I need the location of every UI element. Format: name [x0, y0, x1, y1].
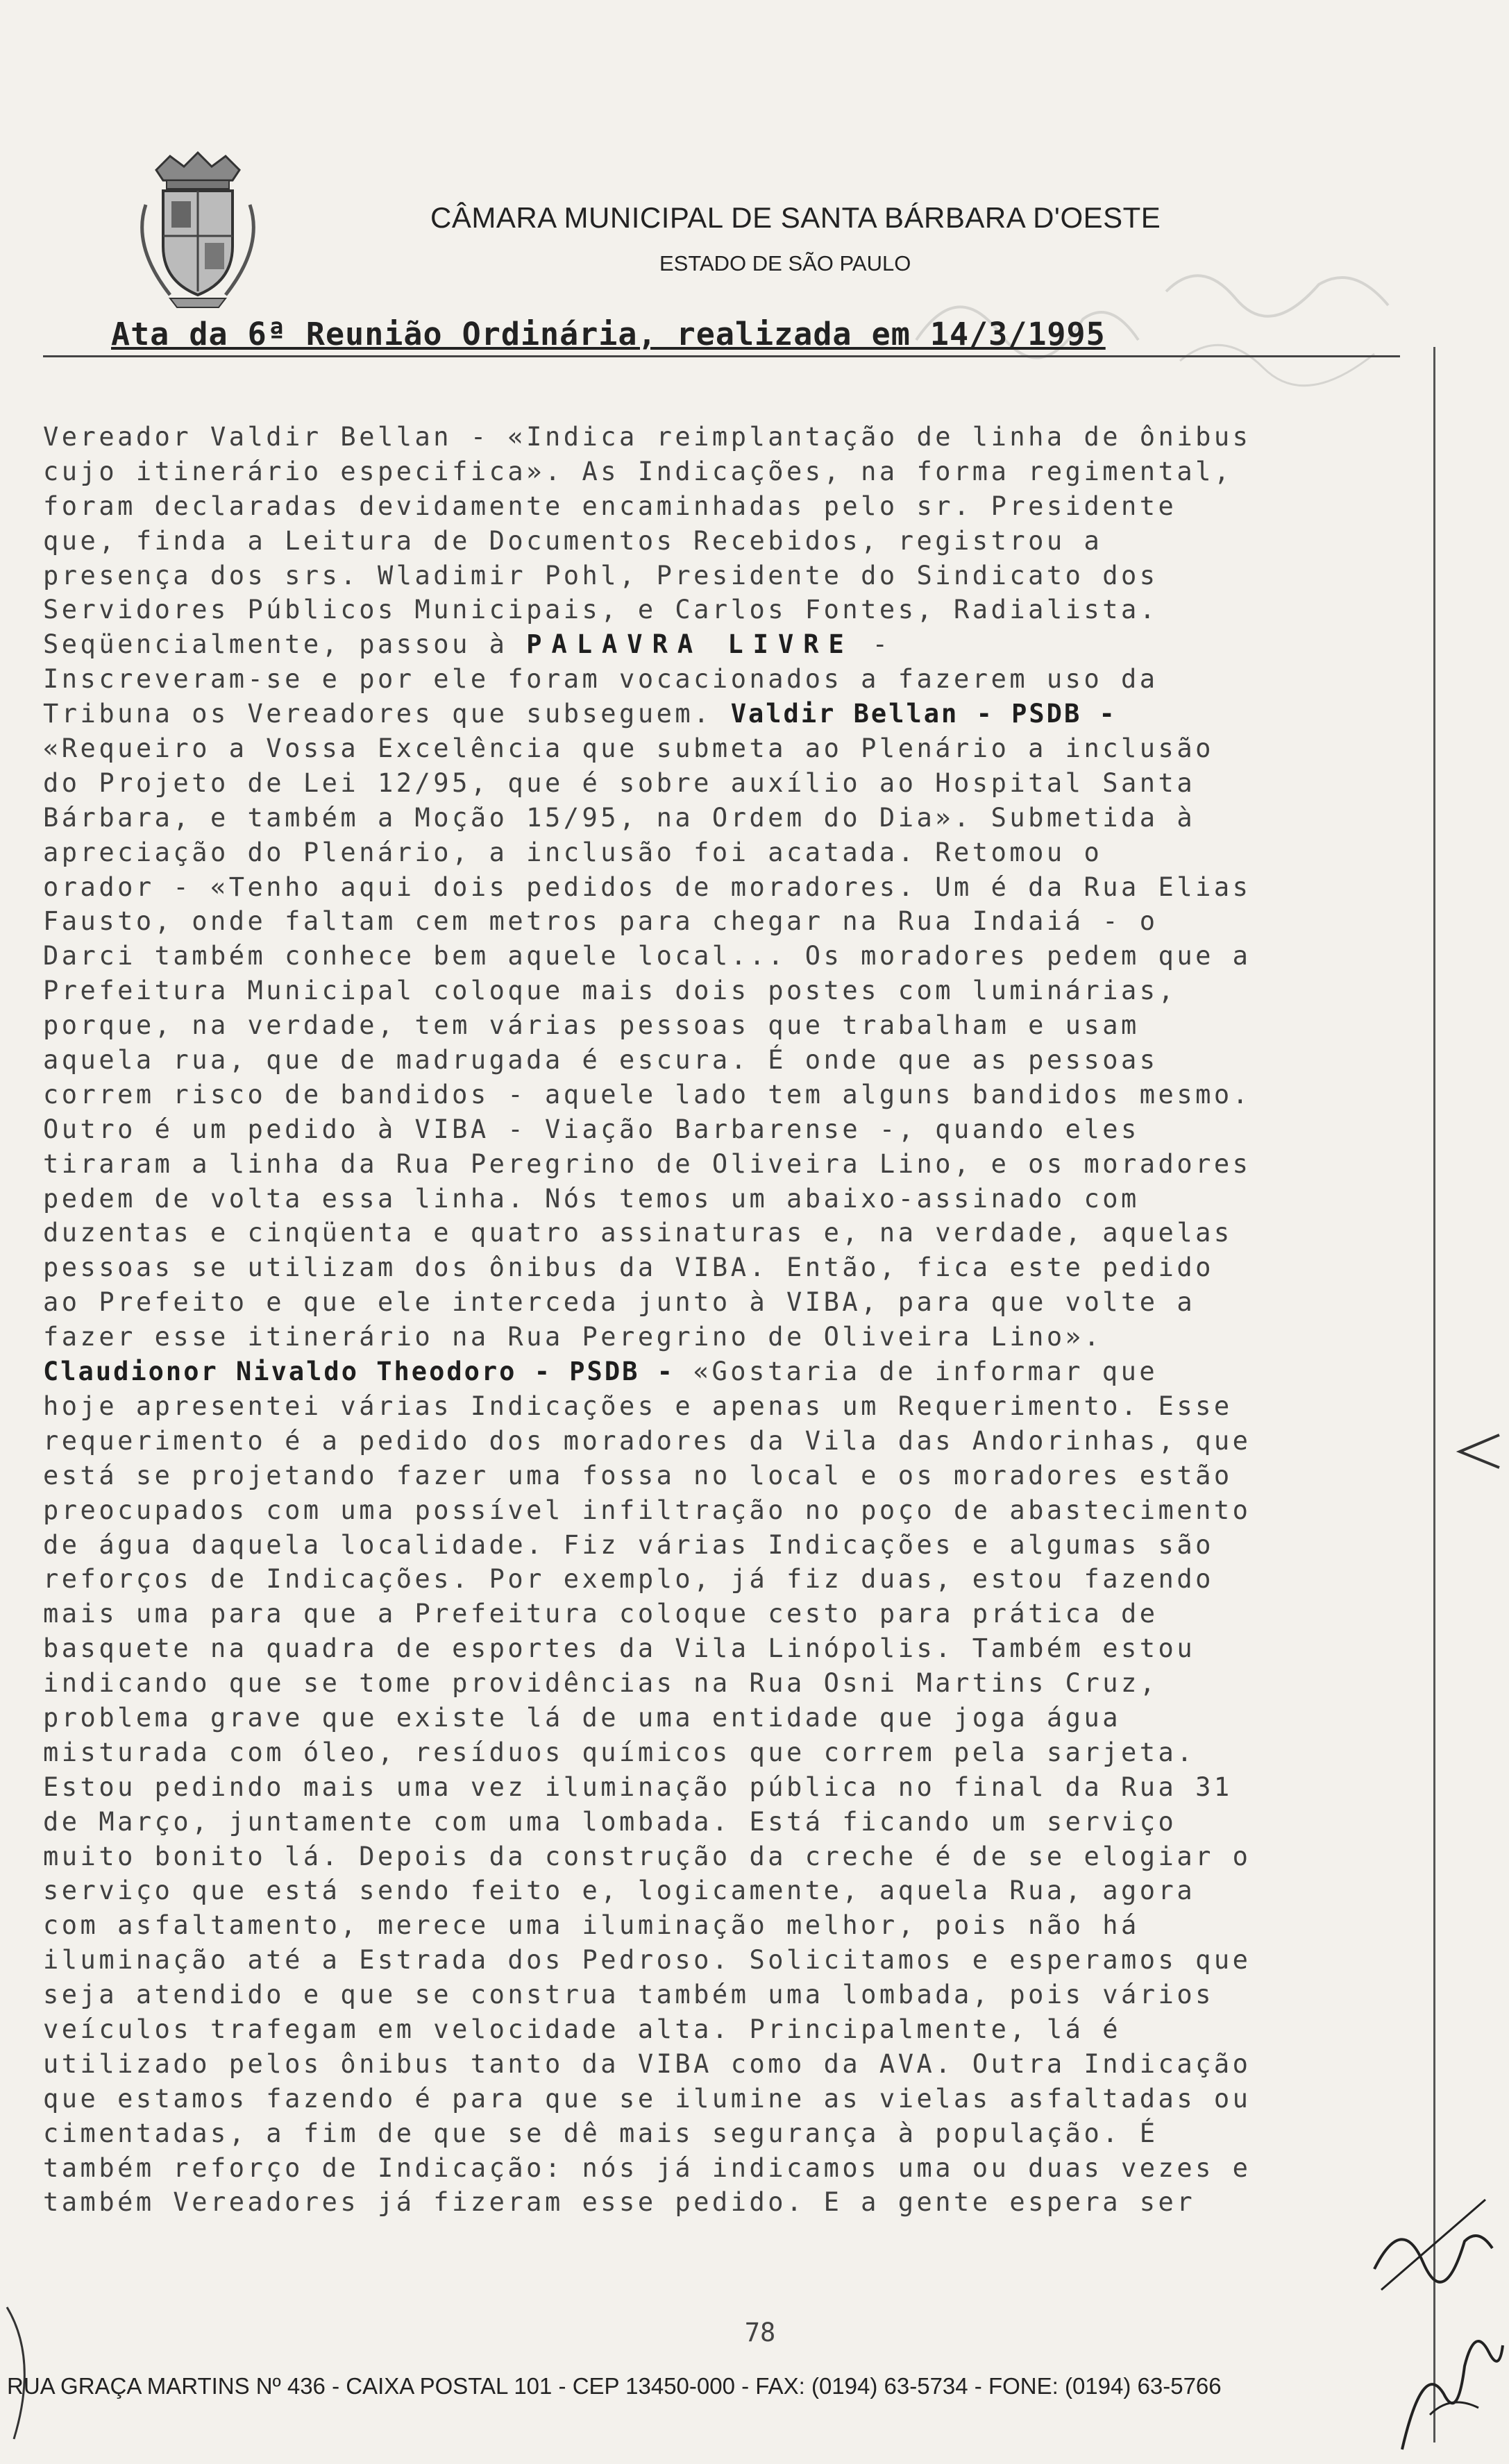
text-segment: «Gostaria de informar que	[693, 1357, 1158, 1387]
text-line	[43, 627, 1403, 662]
text-line: reforços de Indicações. Por exemplo, já fiz duas, estou fazendo	[43, 1564, 1214, 1595]
text-line: duzentas e cinqüenta e quatro assinaturas e, na verdade, aquelas	[43, 1218, 1233, 1248]
text-line: muito bonito lá. Depois da construção da creche é de se elogiar o	[43, 1841, 1251, 1871]
state-name: ESTADO DE SÃO PAULO	[659, 251, 911, 275]
text-line: pedem de volta essa linha. Nós temos um abaixo-assinado com	[43, 1183, 1140, 1214]
text-line	[43, 1354, 1403, 1389]
minutes-body	[43, 420, 1403, 2220]
text-line: requerimento é a pedido dos moradores da Vila das Andorinhas, que	[43, 1425, 1251, 1456]
text-line: apreciação do Plenário, a inclusão foi acatada. Retomou o	[43, 837, 1103, 867]
text-line: orador - «Tenho aqui dois pedidos de moradores. Um é da Rua Elias	[43, 872, 1251, 902]
text-line: Bárbara, e também a Moção 15/95, na Ordem do Dia». Submetida à	[43, 802, 1196, 833]
chamber-name: CÂMARA MUNICIPAL DE SANTA BÁRBARA D'OESTE	[430, 201, 1161, 234]
text-line: está se projetando fazer uma fossa no local e os moradores estão	[43, 1460, 1233, 1490]
footer-address: RUA GRAÇA MARTINS Nº 436 - CAIXA POSTAL 101 - CEP 13450-000 - FAX: (0194) 63-5734 - FONE: (0194) 63-5766	[7, 2373, 1222, 2399]
text-line: Outro é um pedido à VIBA - Viação Barbarense -, quando eles	[43, 1114, 1140, 1144]
text-line: seja atendido e que se construa também uma lombada, pois vários	[43, 1980, 1214, 2010]
text-line: tiraram a linha da Rua Peregrino de Oliveira Lino, e os moradores	[43, 1148, 1251, 1179]
text-line: indicando que se tome providências na Rua Osni Martins Cruz,	[43, 1668, 1158, 1699]
text-line: presença dos srs. Wladimir Pohl, Presidente do Sindicato dos	[43, 560, 1158, 590]
text-line: que estamos fazendo é para que se ilumine as vielas asfaltadas ou	[43, 2083, 1251, 2114]
text-line: aquela rua, que de madrugada é escura. É onde que as pessoas	[43, 1045, 1158, 1076]
margin-arrow-icon	[1454, 1429, 1503, 1471]
text-line: que, finda a Leitura de Documentos Recebidos, registrou a	[43, 525, 1103, 556]
text-line: foram declaradas devidamente encaminhadas pelo sr. Presidente	[43, 491, 1177, 521]
text-line: veículos trafegam em velocidade alta. Principalmente, lá é	[43, 2014, 1122, 2044]
header-rule	[43, 355, 1400, 357]
text-line: ao Prefeito e que ele interceda junto à VIBA, para que volte a	[43, 1287, 1196, 1318]
text-line: também reforço de Indicação: nós já indicamos uma ou duas vezes e	[43, 2152, 1251, 2183]
text-segment: -	[872, 629, 891, 660]
text-line: porque, na verdade, tem várias pessoas que trabalham e usam	[43, 1010, 1140, 1041]
text-line: com asfaltamento, merece uma iluminação melhor, pois não há	[43, 1910, 1140, 1941]
text-line: hoje apresentei várias Indicações e apenas um Requerimento. Esse	[43, 1391, 1233, 1421]
text-line: problema grave que existe lá de uma entidade que joga água	[43, 1702, 1122, 1733]
text-line: Vereador Valdir Bellan - «Indica reimplantação de linha de ônibus	[43, 422, 1251, 452]
text-line: pessoas se utilizam dos ônibus da VIBA. Então, fica este pedido	[43, 1252, 1214, 1283]
text-line: cimentadas, a fim de que se dê mais segurança à população. É	[43, 2118, 1158, 2148]
text-line: do Projeto de Lei 12/95, que é sobre auxílio ao Hospital Santa	[43, 767, 1196, 798]
text-line: Prefeitura Municipal coloque mais dois postes com luminárias,	[43, 976, 1177, 1006]
text-line: serviço que está sendo feito e, logicamente, aquela Rua, agora	[43, 1876, 1196, 1906]
text-line: de Março, juntamente com uma lombada. Está ficando um serviço	[43, 1806, 1177, 1837]
text-line: utilizado pelos ônibus tanto da VIBA como da AVA. Outra Indicação	[43, 2048, 1251, 2079]
text-line: mais uma para que a Prefeitura coloque cesto para prática de	[43, 1599, 1158, 1629]
handwritten-signature	[1360, 2186, 1506, 2463]
text-segment: Tribuna os Vereadores que subseguem.	[43, 699, 712, 729]
text-line: cujo itinerário especifica». As Indicações, na forma regimental,	[43, 456, 1233, 486]
text-line: «Requeiro a Vossa Excelência que submeta ao Plenário a inclusão	[43, 733, 1214, 764]
text-line: Servidores Públicos Municipais, e Carlos Fontes, Radialista.	[43, 595, 1158, 625]
text-line	[43, 697, 1403, 731]
text-line: Darci também conhece bem aquele local... Os moradores pedem que a	[43, 941, 1251, 971]
minutes-title: Ata da 6ª Reunião Ordinária, realizada em 14/3/1995	[111, 316, 1106, 352]
speaker-name: Claudionor Nivaldo Theodoro - PSDB -	[43, 1357, 675, 1387]
right-margin-rule	[1433, 347, 1435, 2442]
text-line: preocupados com uma possível infiltração no poço de abastecimento	[43, 1495, 1251, 1525]
page-number: 78	[744, 2318, 776, 2347]
speaker-name: Valdir Bellan - PSDB -	[730, 699, 1117, 729]
municipal-crest-icon	[128, 142, 267, 309]
text-line: Estou pedindo mais uma vez iluminação pública no final da Rua 31	[43, 1771, 1233, 1802]
text-line: correm risco de bandidos - aquele lado tem alguns bandidos mesmo.	[43, 1079, 1251, 1110]
text-line: iluminação até a Estrada dos Pedroso. Solicitamos e esperamos que	[43, 1945, 1251, 1976]
palavra-livre-heading: PALAVRA LIVRE	[526, 629, 854, 660]
text-line: de água daquela localidade. Fiz várias Indicações e algumas são	[43, 1529, 1214, 1560]
text-line: Inscreveram-se e por ele foram vocacionados a fazerem uso da	[43, 664, 1158, 695]
text-line: basquete na quadra de esportes da Vila Linópolis. Também estou	[43, 1633, 1196, 1664]
text-line: misturada com óleo, resíduos químicos que correm pela sarjeta.	[43, 1737, 1196, 1767]
text-line: também Vereadores já fizeram esse pedido. E a gente espera ser	[43, 2187, 1196, 2218]
text-line: Fausto, onde faltam cem metros para chegar na Rua Indaiá - o	[43, 906, 1158, 937]
text-line: fazer esse itinerário na Rua Peregrino de Oliveira Lino».	[43, 1322, 1103, 1352]
text-segment: Seqüencialmente, passou à	[43, 629, 508, 660]
